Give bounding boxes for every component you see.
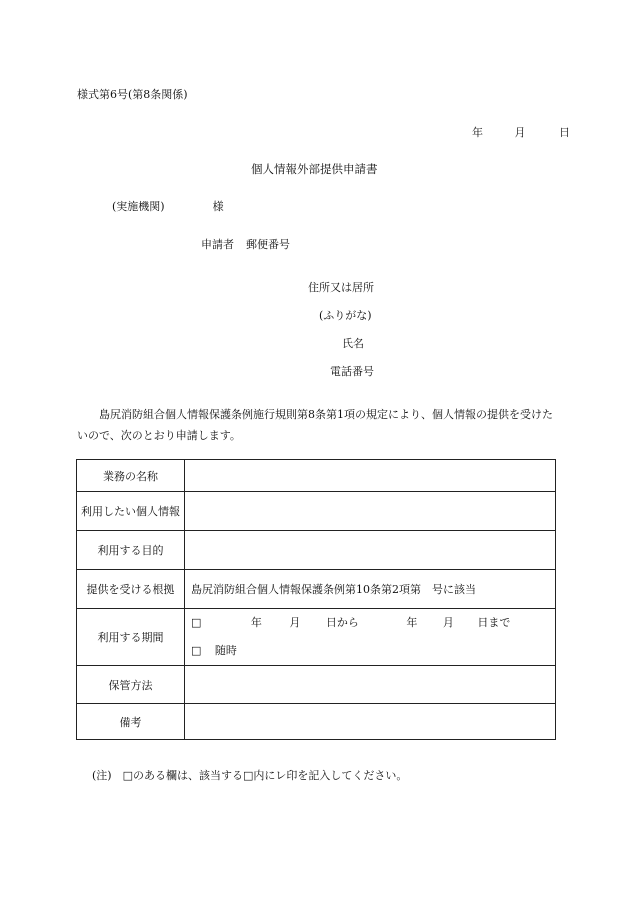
table-row xyxy=(77,492,556,531)
table-row xyxy=(77,531,556,570)
furigana-label: (ふりがな) xyxy=(319,309,372,322)
field-basis[interactable]: 島尻消防組合個人情報保護条例第10条第2項第 号に該当 xyxy=(185,570,556,609)
phone-label: 電話番号 xyxy=(330,365,374,378)
period-always-checkbox[interactable]: □ xyxy=(191,644,202,657)
address-label: 住所又は居所 xyxy=(308,281,374,294)
period-range-checkbox[interactable]: □ xyxy=(191,616,202,629)
period-start-year: 年 xyxy=(250,616,262,629)
row-label-period: 利用する期間 xyxy=(77,609,185,666)
period-always-line xyxy=(191,637,549,665)
field-personal-info[interactable] xyxy=(185,492,556,531)
period-start-day: 日から xyxy=(325,616,359,629)
recipient-honorific: 様 xyxy=(212,200,224,213)
field-remarks[interactable] xyxy=(185,704,556,740)
table-row xyxy=(77,666,556,704)
application-table xyxy=(76,459,556,740)
period-range-line xyxy=(191,609,549,637)
table-row xyxy=(77,609,556,666)
period-always-label: 随時 xyxy=(214,644,237,657)
row-label-business-name: 業務の名称 xyxy=(77,460,185,492)
period-end-month: 月 xyxy=(442,616,454,629)
postal-code-label: 郵便番号 xyxy=(246,238,290,251)
document-title: 個人情報外部提供申請書 xyxy=(251,162,378,176)
applicant-label: 申請者 xyxy=(201,238,234,251)
field-storage[interactable] xyxy=(185,666,556,704)
period-end-year: 年 xyxy=(406,616,418,629)
date-year: 年 xyxy=(472,126,483,139)
field-purpose[interactable] xyxy=(185,531,556,570)
table-row xyxy=(77,460,556,492)
table-row xyxy=(77,704,556,740)
name-label: 氏名 xyxy=(342,337,364,350)
applicant-line xyxy=(201,236,290,252)
date-month: 月 xyxy=(514,126,526,139)
row-label-basis: 提供を受ける根拠 xyxy=(77,570,185,609)
footnote: (注) □のある欄は、該当する□内にレ印を記入してください。 xyxy=(92,769,408,782)
row-label-storage: 保管方法 xyxy=(77,666,185,704)
row-label-remarks: 備考 xyxy=(77,704,185,740)
field-business-name[interactable] xyxy=(185,460,556,492)
form-number: 様式第6号(第8条関係) xyxy=(77,88,188,101)
date-line xyxy=(472,124,570,140)
row-label-purpose: 利用する目的 xyxy=(77,531,185,570)
table-row xyxy=(77,570,556,609)
date-day: 日 xyxy=(559,126,570,139)
period-end-day: 日まで xyxy=(477,616,511,629)
recipient-line xyxy=(112,198,224,214)
period-start-month: 月 xyxy=(289,616,301,629)
row-label-personal-info: 利用したい個人情報 xyxy=(77,492,185,531)
application-statement: 島尻消防組合個人情報保護条例施行規則第8条第1項の規定により、個人情報の提供を受けたいので、次のとおり申請します。 xyxy=(77,408,553,442)
recipient-label: (実施機関) xyxy=(112,200,165,213)
field-period xyxy=(185,609,556,666)
